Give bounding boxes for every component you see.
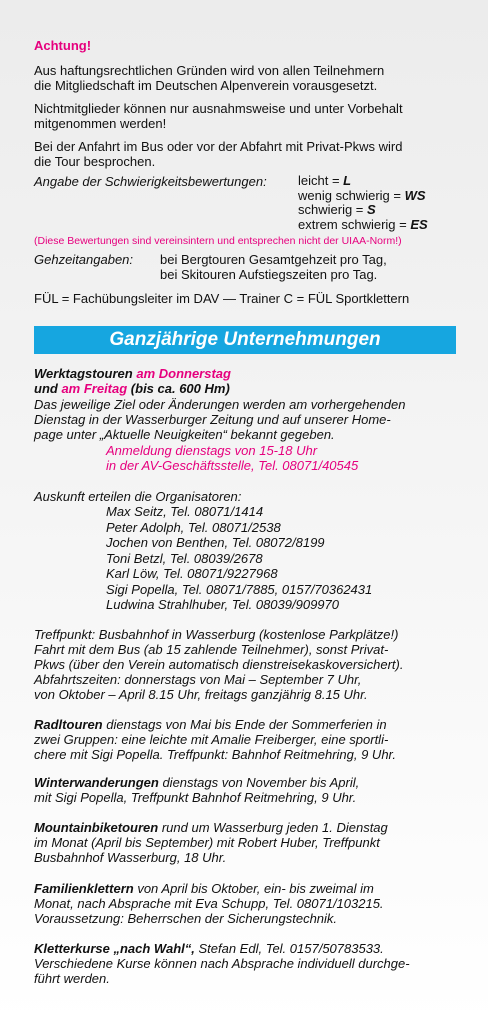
list-item: Ludwina Strahlhuber, Tel. 08039/909970 xyxy=(106,597,339,612)
rad-title: Radltouren xyxy=(34,717,103,732)
text-line: Fahrt mit dem Bus (ab 15 zahlende Teilnehmer), sonst Privat- xyxy=(34,642,389,657)
difficulty-row: extrem schwierig = ES xyxy=(298,216,428,232)
text-line: im Monat (April bis September) mit Robert Huber, Treffpunkt xyxy=(34,835,380,850)
walking-line: bei Bergtouren Gesamtgehzeit pro Tag, xyxy=(160,252,387,267)
ful-definition: FÜL = Fachübungsleiter im DAV — Trainer C = FÜL Sportklettern xyxy=(34,291,410,306)
difficulty-row: schwierig = S xyxy=(298,202,376,217)
difficulty-scale xyxy=(298,174,428,232)
notice-line: mitgenommen werden! xyxy=(34,116,167,131)
winter-section: Winterwanderungen dienstags von November bis April, mit Sigi Popella, Treffpunkt Bahnhof Reitmehring, 9 Uhr. xyxy=(34,775,464,805)
text-line: Pkws (über den Verein automatisch dienstreisekaskoversichert). xyxy=(34,657,404,672)
difficulty-row: leicht = L xyxy=(298,173,352,188)
notice-line: Aus haftungsrechtlichen Gründen wird von allen Teilnehmern xyxy=(34,63,385,78)
climb-title: Kletterkurse „nach Wahl“, xyxy=(34,941,195,956)
text-line: Abfahrtszeiten: donnerstags von Mai – September 7 Uhr, xyxy=(34,672,362,687)
list-item: Max Seitz, Tel. 08071/1414 xyxy=(106,504,264,519)
text-line: page unter „Aktuelle Neuigkeiten“ bekannt gegeben. xyxy=(34,427,335,442)
notice-line: Bei der Anfahrt im Bus oder vor der Abfahrt mit Privat-Pkws wird xyxy=(34,139,403,154)
walking-label: Gehzeitangaben: xyxy=(34,252,134,267)
text-line: zwei Gruppen: eine leichte mit Amalie Freiberger, eine sportli- xyxy=(34,732,389,747)
list-item: Sigi Popella, Tel. 08071/7885, 0157/70362431 xyxy=(106,581,373,597)
organizers-intro: Auskunft erteilen die Organisatoren: xyxy=(34,489,242,504)
text-line: Voraussetzung: Beherrschen der Sicherungstechnik. xyxy=(34,911,338,926)
list-item: Peter Adolph, Tel. 08071/2538 xyxy=(106,519,281,535)
notice-line: die Mitgliedschaft im Deutschen Alpenverein vorausgesetzt. xyxy=(34,78,378,93)
family-title: Familienklettern xyxy=(34,881,134,896)
text-line: Das jeweilige Ziel oder Änderungen werden am vorhergehenden xyxy=(34,397,406,412)
text-line: Dienstag in der Wasserburger Zeitung und auf unserer Home- xyxy=(34,412,391,427)
list-item: Toni Betzl, Tel. 08039/2678 xyxy=(106,550,263,566)
notice-line: die Tour besprochen. xyxy=(34,154,156,169)
meeting-info xyxy=(34,627,464,702)
notice-line: Nichtmitglieder können nur ausnahmsweise und unter Vorbehalt xyxy=(34,101,403,116)
notice-paragraph-1 xyxy=(34,63,464,93)
difficulty-row: wenig schwierig = WS xyxy=(298,187,426,203)
rad-section: Radltouren dienstags von Mai bis Ende der Sommerferien in zwei Gruppen: eine leichte mit Amalie Freiberger, eine sportli- chere mit Sigi Popella. Treffpunkt: Bahnhof Reitmehring, 9 Uhr. xyxy=(34,717,464,762)
text-line: mit Sigi Popella, Treffpunkt Bahnhof Reitmehring, 9 Uhr. xyxy=(34,790,357,805)
difficulty-label: Angabe der Schwierigkeitsbewertungen: xyxy=(34,174,267,189)
text-line: Monat, nach Absprache mit Eva Schupp, Tel. 08071/103215. xyxy=(34,896,384,911)
text-line: chere mit Sigi Popella. Treffpunkt: Bahnhof Reitmehring, 9 Uhr. xyxy=(34,747,397,762)
notice-paragraph-2 xyxy=(34,101,464,131)
notice-heading: Achtung! xyxy=(34,38,92,53)
section-banner: Ganzjährige Unternehmungen xyxy=(34,326,456,354)
family-section: Familienklettern von April bis Oktober, ein- bis zweimal im Monat, nach Absprache mit Eva Schupp, Tel. 08071/103215. Voraussetzung: Beherrschen der Sicherungstechnik. xyxy=(34,881,464,926)
werktag-description xyxy=(34,397,464,442)
climb-section: Kletterkurse „nach Wahl“, Stefan Edl, Tel. 0157/50783533. Verschiedene Kurse können nach Absprache individuell durchge- führt werden. xyxy=(34,941,464,986)
text-line: in der AV-Geschäftsstelle, Tel. 08071/40545 xyxy=(106,458,359,473)
organizers-list xyxy=(106,504,372,613)
text-line: Verschiedene Kurse können nach Absprache individuell durchge- xyxy=(34,956,410,971)
list-item: Jochen von Benthen, Tel. 08072/8199 xyxy=(106,535,325,550)
mtb-title: Mountainbiketouren xyxy=(34,820,159,835)
text-line: von Oktober – April 8.15 Uhr, freitags ganzjährig 8.15 Uhr. xyxy=(34,687,368,702)
text-line: Anmeldung dienstags von 15-18 Uhr xyxy=(106,443,318,458)
text-line: Busbahnhof Wasserburg, 18 Uhr. xyxy=(34,850,227,865)
text-line: führt werden. xyxy=(34,971,110,986)
walking-line: bei Skitouren Aufstiegszeiten pro Tag. xyxy=(160,267,378,282)
list-item: Karl Löw, Tel. 08071/9227968 xyxy=(106,566,278,581)
walking-values xyxy=(160,252,387,282)
difficulty-note: (Diese Bewertungen sind vereinsintern und entsprechen nicht der UIAA-Norm!) xyxy=(34,235,402,247)
mtb-section: Mountainbiketouren rund um Wasserburg jeden 1. Dienstag im Monat (April bis September) mit Robert Huber, Treffpunkt Busbahnhof Wasserburg, 18 Uhr. xyxy=(34,820,464,865)
notice-paragraph-3 xyxy=(34,139,464,169)
winter-title: Winterwanderungen xyxy=(34,775,159,790)
werktag-registration xyxy=(106,443,358,473)
werktag-title: Werktagstouren am Donnerstag und am Freitag (bis ca. 600 Hm) xyxy=(34,366,231,396)
text-line: Treffpunkt: Busbahnhof in Wasserburg (kostenlose Parkplätze!) xyxy=(34,627,399,642)
